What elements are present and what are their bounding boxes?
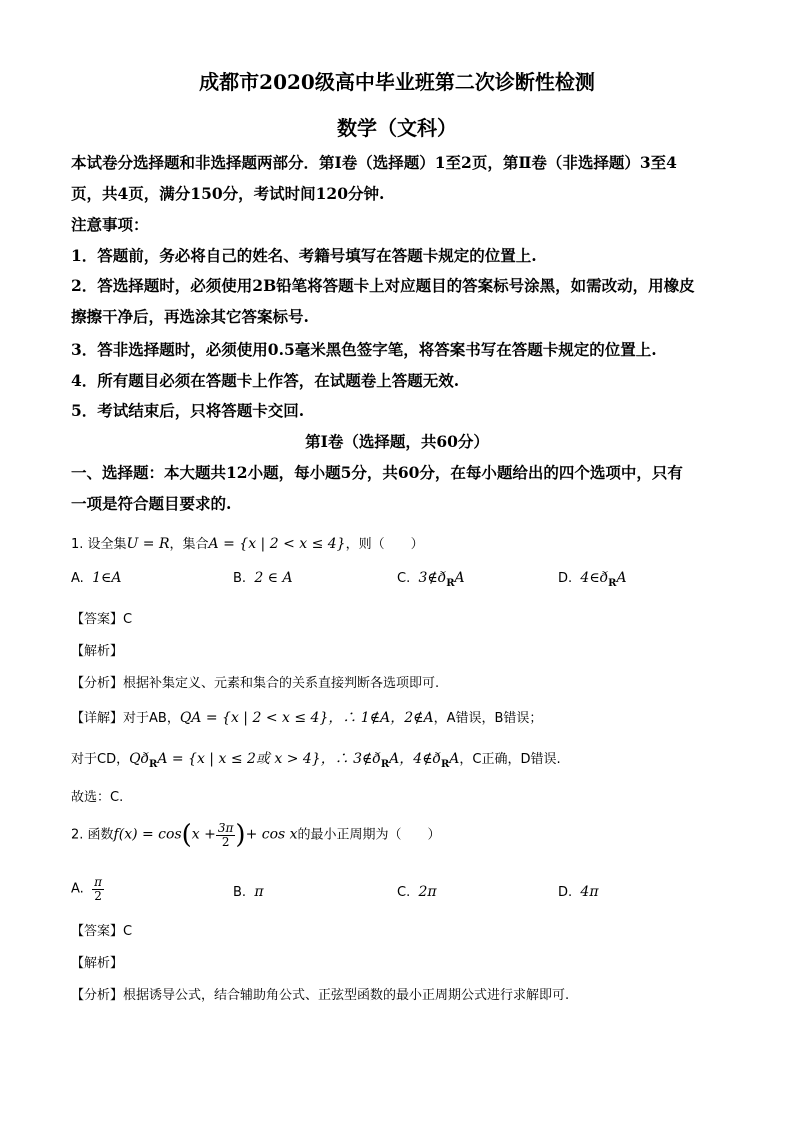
question-2-stem	[71, 820, 441, 850]
q2-option-d	[558, 884, 599, 900]
q1-detail-tag: 【详解】	[71, 711, 124, 726]
q1-set-a: A = {x | 2 < x ≤ 4}	[208, 536, 346, 552]
q1-detail2-f: A	[449, 751, 460, 767]
q1-universal-set: U = R	[126, 536, 170, 552]
q1-detail1-b: QA = {x | 2 < x ≤ 4}	[179, 710, 329, 726]
q2-option-a	[71, 876, 104, 902]
q1-option-d-text: 4∈ð	[580, 570, 609, 586]
q2-answer-tag: 【答案】	[71, 924, 124, 939]
q1-option-d-sub: R	[608, 578, 617, 589]
q2-right-paren: )	[235, 820, 246, 850]
q2-option-d-label: D.	[558, 885, 573, 900]
question-1-stem	[71, 533, 424, 552]
q2-option-a-fraction	[92, 876, 104, 902]
notes-heading: 注意事项：	[71, 215, 149, 234]
q2-option-d-text: 4π	[580, 884, 599, 900]
q2-frac-num: 3π	[217, 820, 234, 835]
q1-detail1-c: ，∴ 1∉A，2∉A	[328, 710, 434, 726]
q1-detail2-e: A，4∉ð	[389, 751, 441, 767]
q2-option-b-text: π	[254, 884, 264, 900]
note-item-4: 4．所有题目必须在答题卡上作答，在试题卷上答题无效.	[71, 371, 460, 390]
q1-mid: ，集合	[169, 537, 209, 552]
q2-option-a-num: π	[94, 875, 102, 889]
q1-answer-tag: 【答案】	[71, 612, 124, 627]
q1-option-d	[558, 570, 627, 589]
q2-option-c-label: C.	[397, 885, 411, 900]
section-title: 第Ⅰ卷（选择题，共60分）	[305, 432, 489, 451]
q1-fenxi-tag: 【分析】	[71, 676, 124, 691]
q2-option-a-den: 2	[94, 888, 102, 903]
q2-option-b-label: B.	[233, 885, 247, 900]
note-item-2a: 2．答选择题时，必须使用2B铅笔将答题卡上对应题目的答案标号涂黑，如需改动，用橡皮	[71, 276, 695, 295]
q1-analysis-tag: 【解析】	[71, 644, 124, 659]
q1-option-a	[71, 570, 121, 586]
q2-fraction	[216, 822, 236, 848]
intro-line-2: 页，共4页，满分150分，考试时间120分钟.	[71, 184, 385, 203]
q2-answer-line	[71, 920, 132, 939]
q2-analysis-tag: 【解析】	[71, 956, 124, 971]
q1-option-b-text: 2 ∈ A	[254, 570, 293, 586]
q1-option-d-label: D.	[558, 571, 573, 586]
q1-detail-line-1	[71, 707, 542, 727]
q2-answer: C	[123, 924, 133, 939]
q1-detail2-a: 对于CD，	[71, 752, 130, 767]
note-item-5: 5．考试结束后，只将答题卡交回.	[71, 401, 305, 420]
q1-option-c	[397, 570, 465, 589]
note-item-2b: 擦擦干净后，再选涂其它答案标号.	[71, 307, 309, 326]
q1-answer: C	[123, 612, 133, 627]
q2-frac-den: 2	[221, 834, 230, 849]
q1-suffix: ，则（ ）	[345, 537, 424, 552]
q2-left-paren: (	[181, 820, 192, 850]
q1-option-a-text: 1∈A	[92, 570, 122, 586]
q1-option-c-tail: A	[454, 570, 465, 586]
q2-fenxi-line	[71, 984, 569, 1003]
section-instruction-2: 一项是符合题目要求的.	[71, 494, 232, 513]
q1-detail2-b: Qð	[129, 751, 149, 767]
q1-detail2-sub: R	[149, 759, 158, 770]
q1-option-c-sub: R	[446, 578, 455, 589]
exam-title: 成都市2020级高中毕业班第二次诊断性检测	[199, 70, 595, 94]
q1-fenxi: 根据补集定义、元素和集合的关系直接判断各选项即可.	[123, 676, 440, 691]
q2-fenxi-tag: 【分析】	[71, 988, 124, 1003]
q1-option-b-label: B.	[233, 571, 247, 586]
q1-detail-line-2	[71, 748, 561, 770]
note-item-1: 1．答题前，务必将自己的姓名、考籍号填写在答题卡规定的位置上.	[71, 246, 537, 265]
q2-fenxi: 根据诱导公式，结合辅助角公式、正弦型函数的最小正周期公式进行求解即可.	[123, 988, 570, 1003]
q1-detail2-d: ，∴ 3∉ð	[320, 751, 381, 767]
q2-function: f(x) = cos	[113, 826, 182, 843]
q2-option-a-label: A.	[71, 881, 84, 897]
q1-detail2-sub-3: R	[440, 759, 450, 770]
q2-option-c	[397, 884, 437, 900]
q1-fenxi-line	[71, 672, 439, 691]
q1-option-b	[233, 570, 293, 586]
q1-detail2-g: ，C正确，D错误.	[459, 752, 561, 767]
q2-option-c-text: 2π	[418, 884, 437, 900]
intro-line-1: 本试卷分选择题和非选择题两部分．第Ⅰ卷（选择题）1至2页，第Ⅱ卷（非选择题）3至4	[71, 153, 677, 172]
q1-answer-line	[71, 608, 132, 627]
q2-prefix: 2. 函数	[71, 827, 114, 843]
q2-option-b	[233, 884, 264, 900]
q1-option-a-label: A.	[71, 571, 84, 586]
q1-detail1-a: 对于AB，	[123, 711, 180, 726]
q1-detail2-c: A = {x | x ≤ 2或 x > 4}	[157, 751, 321, 767]
section-instruction-1: 一、选择题：本大题共12小题，每小题5分，共60分，在每小题给出的四个选项中，只有	[71, 463, 683, 482]
q2-inner-x: x +	[191, 826, 216, 843]
note-item-3: 3．答非选择题时，必须使用0.5毫米黑色签字笔，将答案书写在答题卡规定的位置上.	[71, 340, 657, 359]
q2-suffix: 的最小正周期为（ ）	[297, 827, 441, 843]
q1-detail2-sub-2: R	[380, 759, 390, 770]
q1-option-c-label: C.	[397, 571, 411, 586]
q1-option-d-tail: A	[616, 570, 627, 586]
exam-subtitle: 数学（文科）	[337, 116, 457, 140]
q1-prefix: 1. 设全集	[71, 537, 127, 552]
q1-conclusion: 故选：C.	[71, 790, 124, 805]
q1-option-c-text: 3∉ð	[418, 570, 447, 586]
q1-detail1-d: ，A错误，B错误；	[433, 711, 543, 726]
q2-tail: + cos x	[245, 826, 298, 843]
